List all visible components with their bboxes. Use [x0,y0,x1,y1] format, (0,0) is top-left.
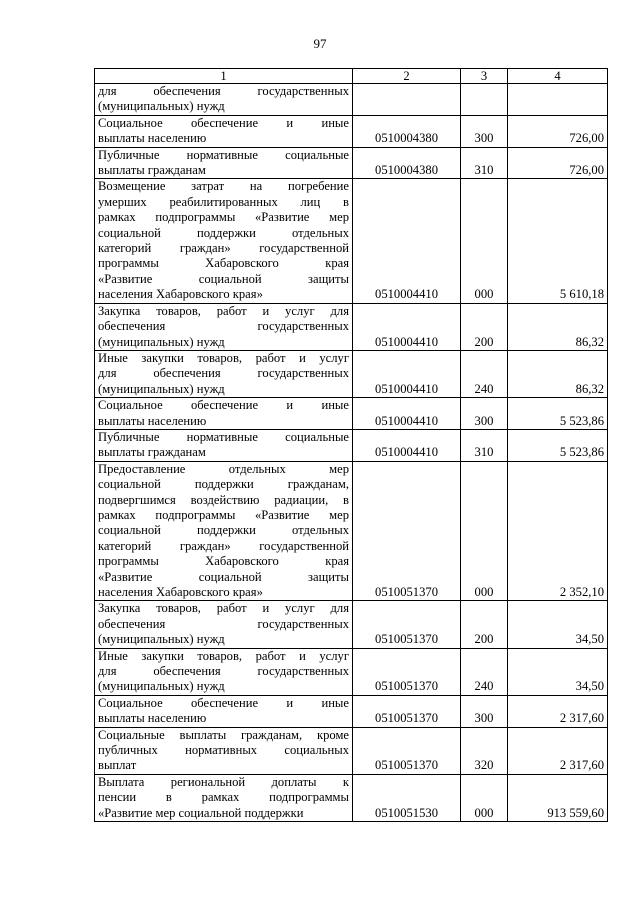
row-amount: 34,50 [508,601,608,648]
row-target-code: 0510051370 [353,601,461,648]
expense-name-line: категорий граждан» государственной [98,538,349,553]
table-row [95,648,608,695]
expense-name-line: социальной поддержки гражданам, [98,477,349,492]
row-expense-kind: 300 [461,695,508,727]
row-amount: 86,32 [508,350,608,397]
row-expense-name [95,398,353,430]
expense-name-line: социальной поддержки отдельных [98,225,349,240]
row-amount: 34,50 [508,648,608,695]
row-expense-kind: 200 [461,303,508,350]
row-target-code: 0510004410 [353,303,461,350]
expense-name-line: рамках подпрограммы «Развитие мер [98,210,349,225]
row-target-code: 0510051370 [353,648,461,695]
expense-name-line: программы Хабаровского края [98,256,349,271]
row-amount: 2 317,60 [508,727,608,774]
table-row [95,179,608,303]
row-expense-name [95,601,353,648]
row-expense-kind: 000 [461,461,508,601]
row-amount: 5 523,86 [508,429,608,461]
expense-name-line: выплаты населению [98,711,207,726]
row-expense-name [95,179,353,303]
table-row [95,115,608,147]
expense-name-line: пенсии в рамках подпрограммы [98,790,349,805]
row-target-code: 0510051370 [353,727,461,774]
row-target-code: 0510004410 [353,350,461,397]
expense-name-line: для обеспечения государственных [98,664,349,679]
row-expense-kind: 300 [461,398,508,430]
column-header-amount: 4 [508,69,608,84]
row-target-code: 0510051530 [353,774,461,821]
expense-name-line: публичных нормативных социальных [98,743,349,758]
expense-name-line: «Развитие мер социальной поддержки [98,805,304,820]
row-expense-kind: 310 [461,147,508,179]
page-number: 97 [313,36,327,51]
expense-name-line: «Развитие социальной защиты [98,271,349,286]
row-target-code: 0510051370 [353,461,461,601]
expense-name-line: Публичные нормативные социальные [98,429,349,444]
row-expense-kind: 320 [461,727,508,774]
expense-name-line: социальной поддержки отдельных [98,523,349,538]
table-row [95,727,608,774]
expense-name-line: для обеспечения государственных [98,366,349,381]
expense-name-line: Иные закупки товаров, работ и услуг [98,648,349,663]
expense-name-line: обеспечения государственных [98,319,349,334]
expense-name-line: населения Хабаровского края» [98,287,263,302]
row-expense-kind: 000 [461,774,508,821]
row-expense-name [95,84,353,116]
expense-name-line: «Развитие социальной защиты [98,569,349,584]
expense-name-line: Закупка товаров, работ и услуг для [98,303,349,318]
table-body [95,84,608,822]
row-expense-name [95,429,353,461]
row-amount [508,84,608,116]
expense-name-line: выплаты населению [98,413,207,428]
row-amount: 726,00 [508,115,608,147]
expense-name-line: (муниципальных) нужд [98,334,225,349]
table-row [95,695,608,727]
row-target-code: 0510004410 [353,179,461,303]
table-row [95,84,608,116]
expense-name-line: выплаты населению [98,131,207,146]
row-target-code [353,84,461,116]
expense-name-line: Социальное обеспечение и иные [98,398,349,413]
expense-name-line: выплаты гражданам [98,445,206,460]
row-expense-name [95,727,353,774]
row-amount: 913 559,60 [508,774,608,821]
row-expense-kind: 300 [461,115,508,147]
row-expense-name [95,350,353,397]
row-target-code: 0510004410 [353,429,461,461]
expense-name-line: для обеспечения государственных [98,84,349,98]
row-expense-kind: 240 [461,648,508,695]
row-target-code: 0510004380 [353,115,461,147]
row-expense-kind: 310 [461,429,508,461]
row-expense-kind: 200 [461,601,508,648]
budget-table [94,68,608,822]
row-target-code: 0510004410 [353,398,461,430]
table-row [95,774,608,821]
row-expense-name [95,648,353,695]
table-row [95,429,608,461]
row-amount: 2 352,10 [508,461,608,601]
expense-name-line: (муниципальных) нужд [98,381,225,396]
row-expense-name [95,147,353,179]
row-expense-name [95,774,353,821]
row-expense-name [95,115,353,147]
row-expense-name [95,303,353,350]
expense-name-line: выплат [98,758,137,773]
expense-name-line: Социальное обеспечение и иные [98,695,349,710]
table-row [95,147,608,179]
row-amount: 5 610,18 [508,179,608,303]
row-expense-kind: 000 [461,179,508,303]
expense-name-line: (муниципальных) нужд [98,99,225,114]
row-amount: 5 523,86 [508,398,608,430]
expense-name-line: Публичные нормативные социальные [98,147,349,162]
expense-name-line: умерших реабилитированных лиц в [98,194,349,209]
column-header-kind: 3 [461,69,508,84]
expense-name-line: Социальное обеспечение и иные [98,115,349,130]
table-row [95,303,608,350]
expense-name-line: Выплата региональной доплаты к [98,774,349,789]
expense-name-line: Социальные выплаты гражданам, кроме [98,727,349,742]
expense-name-line: (муниципальных) нужд [98,679,225,694]
row-amount: 86,32 [508,303,608,350]
expense-name-line: программы Хабаровского края [98,554,349,569]
expense-name-line: Возмещение затрат на погребение [98,179,349,194]
table-header-row [95,69,608,84]
table-row [95,461,608,601]
expense-name-line: выплаты гражданам [98,163,206,178]
row-target-code: 0510004380 [353,147,461,179]
row-expense-name [95,461,353,601]
row-expense-kind [461,84,508,116]
table-row [95,350,608,397]
expense-name-line: Иные закупки товаров, работ и услуг [98,350,349,365]
expense-name-line: Предоставление отдельных мер [98,461,349,476]
expense-name-line: категорий граждан» государственной [98,241,349,256]
expense-name-line: подвергшимся воздействию радиации, в [98,492,349,507]
row-amount: 726,00 [508,147,608,179]
expense-name-line: (муниципальных) нужд [98,632,225,647]
table-row [95,398,608,430]
table-row [95,601,608,648]
row-expense-name [95,695,353,727]
expense-name-line: населения Хабаровского края» [98,585,263,599]
expense-name-line: Закупка товаров, работ и услуг для [98,601,349,616]
row-expense-kind: 240 [461,350,508,397]
column-header-code: 2 [353,69,461,84]
expense-name-line: рамках подпрограммы «Развитие мер [98,507,349,522]
row-amount: 2 317,60 [508,695,608,727]
row-target-code: 0510051370 [353,695,461,727]
expense-name-line: обеспечения государственных [98,616,349,631]
column-header-name: 1 [95,69,353,84]
